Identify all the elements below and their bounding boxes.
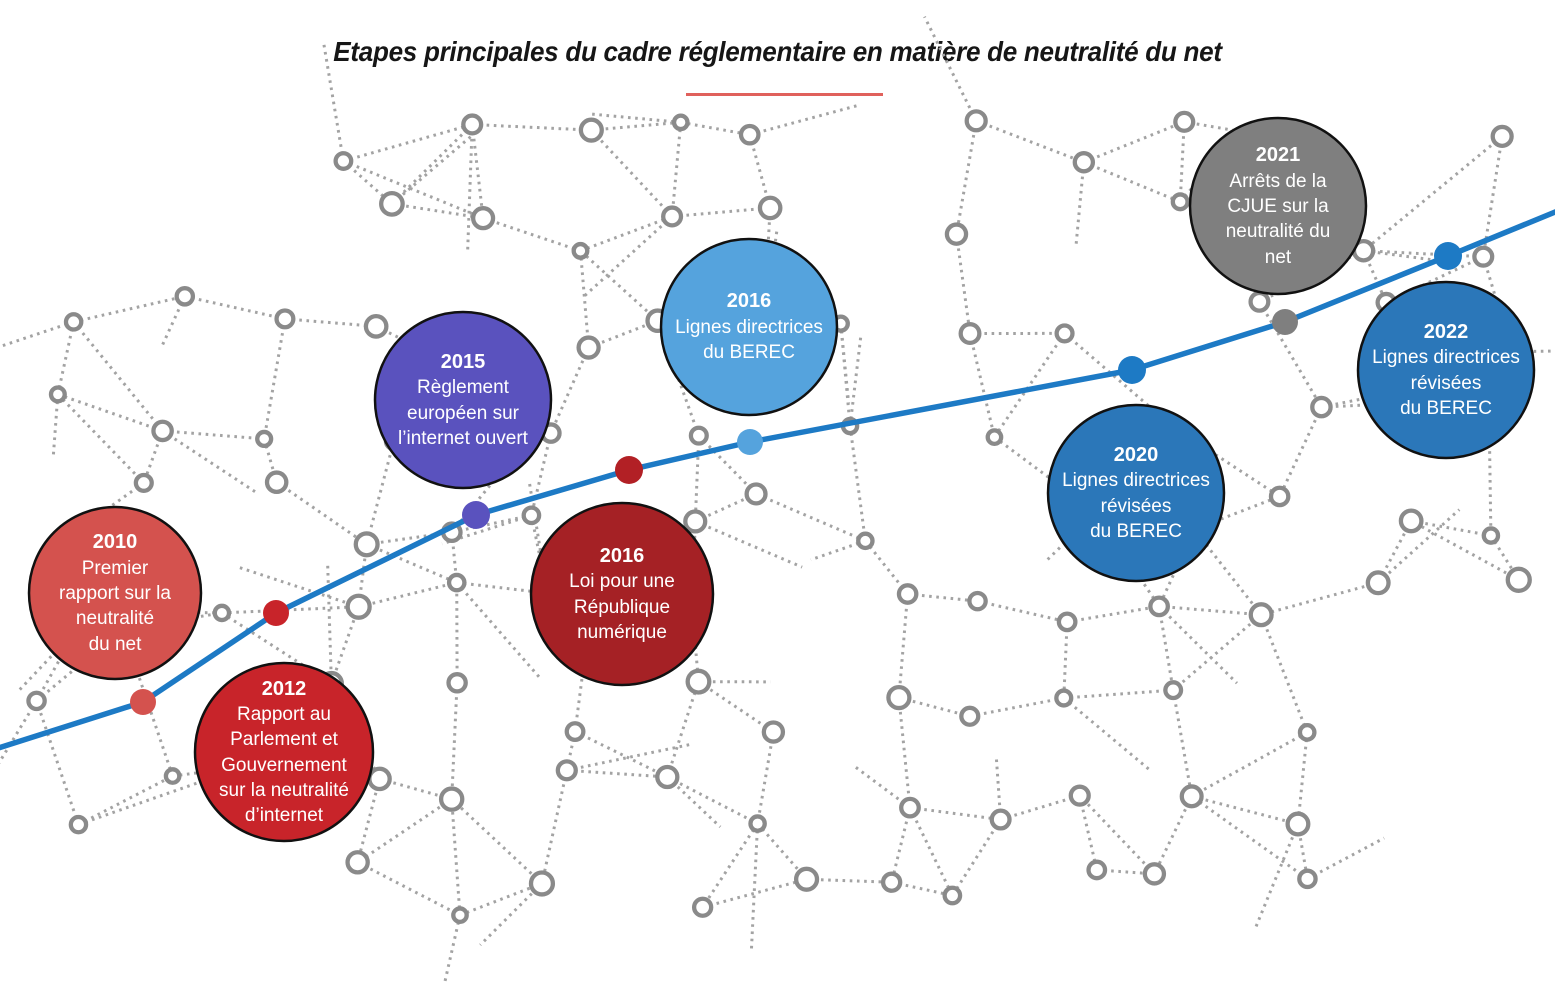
timeline-dot-2015-reglement-europeen — [462, 501, 490, 529]
milestone-text-line: neutralité du — [1225, 221, 1331, 243]
milestone-text-line: du BEREC — [1090, 520, 1182, 542]
milestone-label-2016-lignes-directrices-berec — [661, 239, 837, 415]
milestone-year: 2016 — [726, 290, 772, 313]
milestone-text-line: révisées — [1410, 372, 1482, 394]
milestone-text-line: République — [573, 596, 671, 618]
milestone-text-line: révisées — [1100, 495, 1172, 517]
milestone-year: 2020 — [1113, 443, 1159, 466]
milestone-text-line: numérique — [577, 621, 667, 643]
milestone-text-line: rapport sur la — [59, 583, 171, 605]
milestone-label-2022-lignes-directrices-revisees — [1358, 282, 1534, 458]
milestone-text-line: sur la neutralité — [219, 779, 349, 801]
milestone-text-line: l’internet ouvert — [398, 427, 528, 449]
milestone-text-line: Loi pour une — [569, 571, 675, 593]
milestone-year: 2021 — [1255, 144, 1301, 167]
timeline-dot-2020-lignes-directrices-revisees — [1118, 356, 1146, 384]
milestone-text-line: Parlement et — [230, 729, 338, 751]
milestone-text-line: Lignes directrices — [1372, 347, 1520, 369]
milestone-text-line: neutralité — [75, 608, 155, 630]
milestone-text-line: Arrêts de la — [1229, 170, 1327, 192]
milestone-year: 2012 — [261, 677, 307, 700]
timeline-dot-2016-lignes-directrices-berec — [737, 429, 763, 455]
milestone-label-2012-rapport-parlement-gouvernement — [195, 663, 373, 841]
milestone-text-line: CJUE sur la — [1227, 196, 1329, 218]
milestone-text-line: Gouvernement — [221, 754, 347, 776]
milestone-text-line: Lignes directrices — [675, 317, 823, 339]
milestone-text-line: du BEREC — [703, 342, 795, 364]
milestone-text-line: Premier — [81, 557, 149, 579]
milestone-year: 2016 — [599, 544, 645, 567]
timeline-dot-2022-lignes-directrices-revisees — [1434, 242, 1462, 270]
milestone-year: 2015 — [440, 350, 486, 373]
timeline-dot-2021-arrets-cjue — [1272, 309, 1298, 335]
milestone-label-2016-loi-republique-numerique — [531, 503, 713, 685]
milestone-text-line: du net — [88, 633, 142, 655]
timeline-dot-2010-premier-rapport — [130, 689, 156, 715]
milestone-text-line: net — [1264, 246, 1292, 268]
milestone-text-line: du BEREC — [1400, 397, 1492, 419]
milestone-text-line: européen sur — [407, 402, 519, 424]
milestone-text-line: Lignes directrices — [1062, 470, 1210, 492]
milestone-label-2021-arrets-cjue — [1190, 118, 1366, 294]
milestone-label-2015-reglement-europeen — [375, 312, 551, 488]
milestone-text-line: Règlement — [417, 377, 509, 399]
milestone-year: 2010 — [92, 531, 138, 554]
milestone-label-2020-lignes-directrices-revisees — [1048, 405, 1224, 581]
milestone-text-line: d’internet — [244, 805, 324, 827]
timeline-dot-2012-rapport-parlement-gouvernement — [263, 600, 289, 626]
milestone-year: 2022 — [1423, 320, 1469, 343]
milestone-label-2010-premier-rapport — [29, 507, 201, 679]
timeline-dot-2016-loi-republique-numerique — [615, 456, 643, 484]
page-title: Etapes principales du cadre réglementaire en matière de neutralité du net — [333, 36, 1222, 67]
milestone-text-line: Rapport au — [236, 704, 331, 726]
